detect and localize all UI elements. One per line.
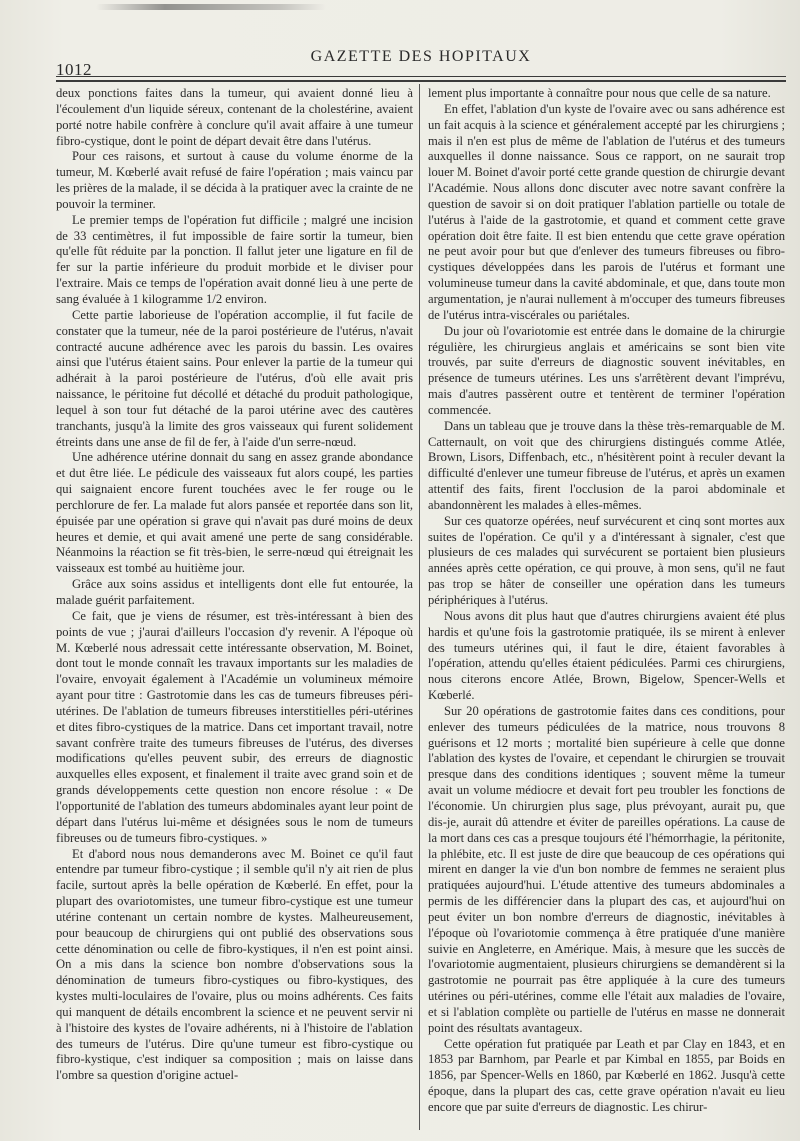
paragraph: Le premier temps de l'opération fut difficile ; malgré une incision de 33 centimètres, il fut impossible de faire sortir la tumeur, bien qu'elle fût réduite par la ponction. Il fallut jeter une ligature en fil de fer sur la partie inférieure du produit morbide et le diviser pour l'extraire. Mais ce temps de l'opération avait donné lieu à une perte de sang évaluée à 1 kilogramme 1/2 environ. bbox=[56, 212, 413, 306]
paragraph: Dans un tableau que je trouve dans la thèse très-remarquable de M. Catternault, on voit que des chirurgiens distingués comme Atlée, Brown, Lisors, Diffenbach, etc., n'hésitèrent point à reculer devant la difficulté d'enlever une tumeur fibreuse de l'utérus, et après un examen attentif des faits, firent l'occlusion de la paroi abdominale et abandonnèrent les malades à elles-mêmes. bbox=[428, 418, 785, 512]
right-column bbox=[428, 86, 785, 1128]
paragraph: Grâce aux soins assidus et intelligents dont elle fut entourée, la malade guérit parfaitement. bbox=[56, 577, 413, 607]
page-number: 1012 bbox=[56, 60, 92, 79]
paragraph: lement plus importante à connaître pour nous que celle de sa nature. bbox=[428, 86, 771, 100]
paragraph: Sur 20 opérations de gastrotomie faites dans ces conditions, pour enlever des tumeurs pédiculées de la matrice, nous trouvons 8 guérisons et 12 morts ; mortalité bien supérieure à celle que donne l'ablation des kystes de l'ovaire, et cependant le chirurgien se trouvait presque dans des conditions identiques ; souvent même la tumeur avait un volume médiocre et devait fort peu troubler les fonctions de l'économie. Un chirurgien plus sage, plus prévoyant, aurait pu, que dis-je, aurait dû attendre et éviter de pareilles opérations. La cause de la mort dans ces cas a presque toujours été l'hémorrhagie, la péritonite, la phlébite, etc. Il est juste de dire que beaucoup de ces opérations qui mirent en danger la vie d'un bon nombre de femmes ne seraient plus pratiquées aujourd'hui. L'étude attentive des tumeurs abdominales a permis de les différencier dans la plupart des cas, et aujourd'hui on peut éviter un bon nombre d'erreurs de diagnostic, inévitables à l'époque où l'ovariotomie commença à être pratiquée d'une manière suivie en Angleterre, en Amérique. Mais, à mesure que les succès de l'ovariotomie augmentaient, plusieurs chirurgiens se demandèrent si la gastrotomie ne pourrait pas être appliquée à la cure des tumeurs utérines ou péri-utérines, comme elle l'était aux maladies de l'ovaire, et si l'ablation complète ou partielle de l'utérus en masse ne donnerait point des résultats avantageux. bbox=[428, 703, 785, 1035]
column-divider bbox=[419, 84, 420, 1130]
header-rule-thin bbox=[56, 76, 786, 77]
paragraph: Du jour où l'ovariotomie est entrée dans le domaine de la chirurgie régulière, les chirurgieus anglais et américains se sont bien vite trouvés, par suite d'erreurs de diagnostic souvent inévitables, en présence de tumeurs utérines. Les uns s'arrêtèrent devant l'imprévu, mais d'autres passèrent outre et tentèrent de terminer l'opération commencée. bbox=[428, 323, 785, 417]
paragraph: Et d'abord nous nous demanderons avec M. Boinet ce qu'il faut entendre par tumeur fibro-cystique ; il semble qu'il n'y ait rien de plus facile, surtout après la belle opération de Kœberlé. En effet, pour la plupart des ovariotomistes, une tumeur fibro-cystique est une tumeur utérine contenant un certain nombre de kystes. Malheureusement, pour beaucoup de chirurgiens qui ont publié des observations sous cette dénomination ou celle de fibro-kystiques, il n'en est point ainsi. On a mis dans la science bon nombre d'observations sous la dénomination de tumeurs fibro-cystiques ou fibro-kystiques, des kystes multi-loculaires de l'ovaire, plus ou moins adhérents. Ces faits qui manquent de détails encombrent la science et ne peuvent servir ni à l'histoire des kystes de l'ovaire adhérents, ni à l'histoire de l'ablation des tumeurs de l'utérus. Dire qu'une tumeur est fibro-cystique ou fibro-kystique, c'est indiquer sa composition ; mais on laisse dans l'ombre sa question d'origine actuel- bbox=[56, 846, 413, 1083]
paragraph: En effet, l'ablation d'un kyste de l'ovaire avec ou sans adhérence est un fait acquis à la science et généralement accepté par les chirurgiens ; mais il n'en est plus de même de l'ablation de l'utérus et des tumeurs auxquelles il donne naissance. Sous ce rapport, on ne saurait trop louer M. Boinet d'avoir porté cette grande question de chirurgie devant l'Académie. Nous allons donc discuter avec notre savant confrère la question de savoir si on doit pratiquer l'ablation partielle ou totale de l'utérus à l'aide de la gastrotomie, et quand et comment cette grave opération doit être faite. Il est bien entendu que cette grave opération ne peut avoir pour but que d'enlever des tumeurs fibreuses ou fibro-cystiques développées dans les parois de l'utérus et formant une volumineuse tumeur dans la cavité abdominale, et que, dans toute mon argumentation, je n'aurai nullement à m'occuper des tumeurs fibreuses de l'utérus intra-viscérales ou pariétales. bbox=[428, 101, 785, 322]
header-rule-thick bbox=[56, 80, 786, 82]
ink-stain bbox=[96, 4, 326, 10]
journal-title: GAZETTE DES HOPITAUX bbox=[310, 48, 532, 65]
paragraph: Pour ces raisons, et surtout à cause du volume énorme de la tumeur, M. Kœberlé avait refusé de faire l'opération ; mais vaincu par les prières de la malade, il se décida à la pratiquer avec la crainte de ne pouvoir la terminer. bbox=[56, 149, 413, 211]
paragraph: Ce fait, que je viens de résumer, est très-intéressant à bien des points de vue ; j'aurai d'ailleurs l'occasion d'y revenir. A l'époque où M. Kœberlé nous adressait cette intéressante observation, M. Boinet, dont tout le monde connaît les travaux importants sur les maladies de l'ovaire, envoyait également à l'Académie un volumineux mémoire ayant pour titre : Gastrotomie dans les cas de tumeurs fibreuses péri-utérines. De l'ablation de tumeurs fibreuses interstitielles péri-utérines et dites fibro-cystiques de la matrice. Dans cet important travail, notre savant confrère traite des tumeurs fibreuses de l'utérus, des diverses modifications qu'elles peuvent subir, des erreurs de diagnostic auxquelles elles exposent, et finalement il traite avec grand soin et de grands développements cette question non encore résolue : « De l'opportunité de l'ablation des tumeurs abdominales ayant leur point de départ dans l'utérus lui-même et désignées sous le nom de tumeurs fibreuses ou de tumeurs fibro-cystiques. » bbox=[56, 608, 413, 845]
paragraph: Une adhérence utérine donnait du sang en assez grande abondance et dut être liée. Le pédicule des vaisseaux fut alors coupé, les parties qui saignaient encore furent touchées avec le fer rouge ou le perchlorure de fer. La malade fut alors pansée et reportée dans son lit, épuisée par une opération si grave qui n'avait pas duré moins de deux heures et demie, et qui avait amené une perte de sang considérable. Néanmoins la réaction se fit très-bien, le serre-nœud qui étreignait les vaisseaux est tombé au huitième jour. bbox=[56, 450, 413, 576]
paragraph: Cette partie laborieuse de l'opération accomplie, il fut facile de constater que la tumeur, née de la paroi postérieure de l'utérus, n'avait contracté aucune adhérence avec les parois du bassin. Les ovaires ainsi que l'utérus étaient sains. Pour enlever la partie de la tumeur qui adhérait à la paroi postérieure de l'utérus, d'où elle avait pris naissance, le péritoine fut décollé et détaché du produit pathologique, lequel à son tour fut détaché de la paroi utérine avec des cautères tranchants, jusqu'à la limite des gros vaisseaux qui furent solidement étreints dans une anse de fil de fer, à l'aide d'un serre-nœud. bbox=[56, 307, 413, 449]
paragraph: Nous avons dit plus haut que d'autres chirurgiens avaient été plus hardis et qu'une fois la gastrotomie pratiquée, ils se mirent à enlever des tumeurs utérines qui, il faut le dire, étaient favorables à l'opération, attendu qu'elles étaient pédiculées. Parmi ces chirurgiens, nous citerons encore Atlée, Brown, Bigelow, Spencer-Wells et Kœberlé. bbox=[428, 608, 785, 703]
paragraph: Cette opération fut pratiquée par Leath et par Clay en 1843, et en 1853 par Barnhom, par Pearle et par Kimbal en 1855, par Boids en 1856, par Spencer-Wells en 1860, par Kœberlé en 1862. Jusqu'à cette époque, dans la plupart des cas, cette grave opération n'avait eu lieu encore que par suite d'erreurs de diagnostic. Les chirur- bbox=[428, 1036, 785, 1114]
paragraph: deux ponctions faites dans la tumeur, qui avaient donné lieu à l'écoulement d'un liquide séreux, contenant de la cholestérine, avaient porté notre habile confrère à conclure qu'il avait affaire à une tumeur fibro-cystique, dont le point de départ devait être dans l'utérus. bbox=[56, 86, 413, 148]
left-column bbox=[56, 86, 413, 1128]
paragraph: Sur ces quatorze opérées, neuf survécurent et cinq sont mortes aux suites de l'opération. Ce qu'il y a d'intéressant à signaler, c'est que plusieurs de ces malades qui survécurent se portaient bien plusieurs années après cette opération, ce qui prouve, à mon sens, qu'il ne faut pas trop se hâter de conseiller une opération dans les tumeurs périphériques à l'utérus. bbox=[428, 513, 785, 607]
page-header bbox=[56, 48, 786, 79]
